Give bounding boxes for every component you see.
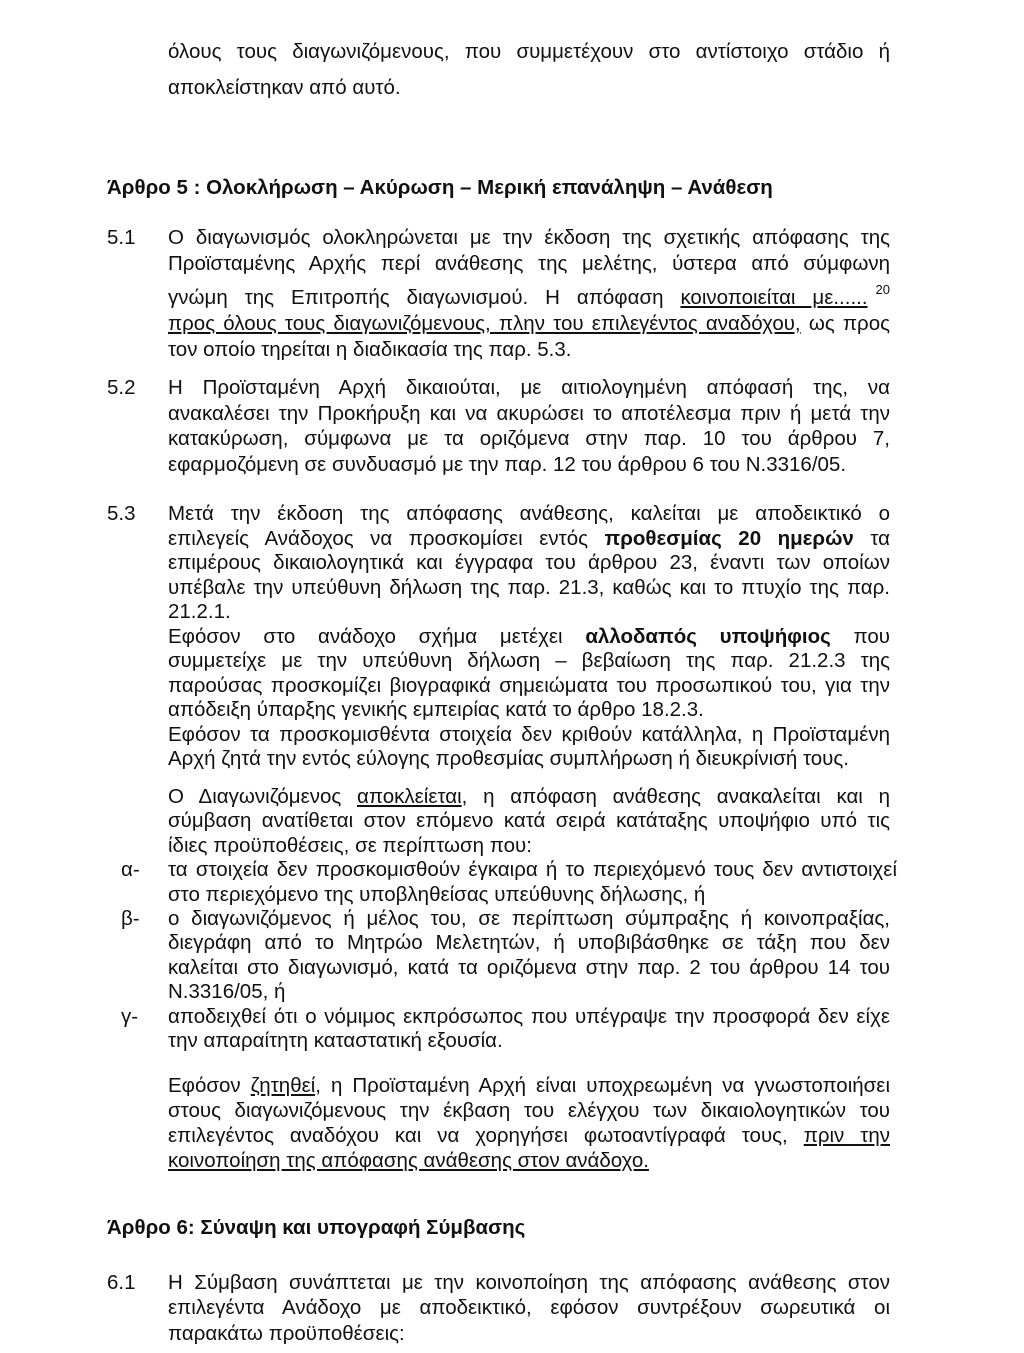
text-line — [168, 834, 890, 858]
text-line — [168, 1321, 890, 1347]
text-line — [168, 452, 890, 478]
line-text — [168, 1074, 890, 1097]
line-text-segment: επιλεγέντος αναδόχου και να χορηγήσει φωτοαντίγραφά τους, — [168, 1123, 804, 1147]
text-line — [168, 70, 890, 106]
text-line — [168, 1073, 890, 1098]
text-line — [168, 1123, 890, 1148]
line-text-segment: Ο Διαγωνιζόμενος — [168, 785, 358, 808]
line-text: σύμβαση ανατίθεται στον επόμενο κατά σειρά κατάταξης υποψήφιο υπό τις — [168, 809, 890, 833]
line-text-segment: η Προϊσταμένη Αρχή είναι υποχρεωμένη να γνωστοποιήσει — [321, 1073, 890, 1097]
line-text: ο διαγωνιζόμενος ή μέλος του, σε περίπτωση σύμπραξης ή κοινοπραξίας, — [168, 907, 890, 931]
text-line — [168, 747, 890, 772]
line-text: κατακύρωση, σύμφωνα με τα οριζόμενα στην παρ. 10 του άρθρου 7, — [168, 427, 890, 451]
paragraph-number: 5.3 — [107, 502, 136, 525]
line-text-segment: , η απόφαση ανάθεσης ανακαλείται και η — [461, 785, 891, 808]
list-item-line — [168, 931, 890, 955]
text-line — [168, 311, 890, 337]
underlined-text: πριν την — [803, 1123, 890, 1147]
line-text-segment: ως προς — [800, 312, 890, 335]
line-text — [168, 625, 890, 648]
line-text-segment: που — [830, 624, 890, 648]
line-text: υπέβαλε την υπεύθυνη δήλωση της παρ. 21.3, καθώς και το πτυχίο της παρ. — [168, 575, 890, 599]
line-text: διεγράφη από το Μητρώο Μελετητών, ή υποβιβάσθηκε σε τάξη που δεν — [168, 931, 890, 955]
line-text — [168, 785, 890, 808]
list-item-line — [168, 956, 890, 980]
line-text-segment: Εφόσον στο ανάδοχο σχήμα μετέχει — [168, 624, 586, 648]
intro-paragraph — [168, 34, 890, 106]
line-text: Μετά την έκδοση της απόφασης ανάθεσης, καλείται με αποδεικτικό ο — [168, 502, 890, 525]
list-item-line — [121, 858, 897, 882]
line-text-segment: τα — [853, 526, 890, 550]
line-text: Εφόσον τα προσκομισθέντα στοιχεία δεν κριθούν κατάλληλα, η Προϊσταμένη — [168, 722, 890, 746]
line-text: Αρχή ζητά την εντός εύλογης προθεσμίας συμπλήρωση ή διευκρίνισή τους. — [168, 747, 849, 770]
line-text: στο περιεχόμενο της υποβληθείσας υπεύθυνης δήλωσης, ή — [168, 882, 706, 906]
text-line — [168, 426, 890, 452]
paragraph-6-1 — [168, 1270, 890, 1347]
text-line — [168, 225, 890, 251]
underlined-text: κοινοποιείται με...... — [680, 286, 868, 309]
paragraph-number: 5.1 — [107, 226, 136, 249]
list-item-line — [121, 1004, 890, 1029]
line-text-segment: επιλεγείς Ανάδοχος να προσκομίσει εντός — [168, 526, 605, 550]
line-text: επιμέρους δικαιολογητικά και έγγραφα του άρθρου 23, έναντι των οποίων — [168, 551, 890, 574]
text-line — [168, 785, 890, 809]
bold-text: προθεσμίας 20 ημερών — [604, 526, 854, 550]
line-text: Η Προϊσταμένη Αρχή δικαιούται, με αιτιολογημένη απόφασή της, να — [168, 376, 890, 399]
paragraph-number: 6.1 — [107, 1270, 136, 1294]
article-5-heading: Άρθρο 5 : Ολοκλήρωση – Ακύρωση – Μερική επανάληψη – Ανάθεση — [107, 176, 773, 199]
line-text — [168, 1124, 890, 1147]
line-text: καλείται στο διαγωνισμό, κατά τα οριζόμενα στην παρ. 2 του άρθρου 14 του — [168, 955, 890, 979]
line-text — [168, 282, 890, 309]
text-line — [168, 674, 890, 699]
text-line — [168, 576, 890, 601]
line-text: την απαραίτητη καταστατική εξουσία. — [168, 1029, 503, 1053]
line-text: στους διαγωνιζόμενους την έκβαση του ελέγχου των δικαιολογητικών του — [168, 1098, 890, 1122]
exclusion-paragraph — [121, 785, 897, 1053]
article-6-heading: Άρθρο 6: Σύναψη και υπογραφή Σύμβασης — [107, 1216, 526, 1239]
text-line — [168, 1148, 890, 1173]
text-line — [168, 723, 890, 748]
underlined-text: κοινοποίηση της απόφασης ανάθεσης στον ανάδοχο. — [168, 1148, 649, 1172]
text-line — [168, 277, 890, 311]
line-text: Ο διαγωνισμός ολοκληρώνεται με την έκδοση της σχετικής απόφασης της — [168, 226, 890, 249]
text-line — [168, 698, 890, 723]
paragraph-5-2 — [168, 375, 890, 478]
underlined-text: ζητηθεί, — [250, 1073, 321, 1097]
text-line — [168, 625, 890, 650]
line-text — [168, 527, 890, 550]
list-label: α- — [121, 858, 140, 882]
line-text: Η Σύμβαση συνάπτεται με την κοινοποίηση της απόφασης ανάθεσης στον — [168, 1270, 890, 1294]
line-text: ίδιες προϋποθέσεις, σε περίπτωση που: — [168, 833, 532, 857]
line-text-segment: Εφόσον — [168, 1073, 251, 1097]
footnote-reference: 20 — [875, 282, 890, 297]
underlined-text: προς όλους τους διαγωνιζόμενους, πλην του επιλεγέντος αναδόχου, — [168, 312, 801, 335]
text-line — [168, 34, 890, 70]
text-line — [168, 1270, 890, 1296]
line-text: παρούσας προσκομίζει βιογραφικά σημειώματα του προσωπικού του, για την — [168, 673, 890, 697]
line-text: αποδειχθεί ότι ο νόμιμος εκπρόσωπος που υπέγραψε την προσφορά δεν είχε — [168, 1004, 890, 1028]
line-text — [168, 312, 890, 335]
list-item-line — [168, 883, 890, 907]
text-line — [168, 527, 890, 552]
text-line — [168, 401, 890, 427]
text-line — [168, 251, 890, 277]
text-line — [168, 375, 890, 401]
text-line — [168, 502, 890, 527]
line-text: εφαρμοζόμενη σε συνδυασμό με την παρ. 12 του άρθρου 6 του Ν.3316/05. — [168, 453, 847, 477]
line-text: Προϊσταμένης Αρχής περί ανάθεσης της μελέτης, ύστερα από σύμφωνη — [168, 252, 890, 275]
line-text: ανακαλέσει την Προκήρυξη και να ακυρώσει το αποτέλεσμα πριν ή μετά την — [168, 401, 890, 425]
line-text: τα στοιχεία δεν προσκομισθούν έγκαιρα ή το περιεχόμενό τους δεν αντιστοιχεί — [168, 858, 897, 882]
paragraph-5-3 — [168, 502, 890, 772]
line-text-segment: γνώμη της Επιτροπής διαγωνισμού. Η απόφαση — [168, 286, 681, 309]
line-text: απόδειξη ύπαρξης γενικής εμπειρίας κατά το άρθρο 18.2.3. — [168, 698, 704, 721]
text-line — [168, 1098, 890, 1123]
paragraph-5-1 — [168, 225, 890, 363]
text-line — [168, 600, 890, 625]
line-text: αποκλείστηκαν από αυτό. — [168, 76, 401, 99]
line-text: Ν.3316/05, ή — [168, 980, 286, 1004]
text-line — [168, 809, 890, 833]
line-text: επιλεγέντα Ανάδοχο με αποδεικτικό, εφόσον συντρέξουν σωρευτικά οι — [168, 1296, 890, 1319]
list-item-line — [168, 980, 890, 1004]
list-label: γ- — [121, 1004, 139, 1028]
text-line — [168, 649, 890, 674]
text-line — [168, 551, 890, 576]
disclosure-paragraph — [168, 1073, 890, 1173]
line-text: 21.2.1. — [168, 600, 231, 623]
text-line — [168, 1295, 890, 1321]
list-item-line — [168, 1029, 890, 1053]
line-text: παρακάτω προϋποθέσεις: — [168, 1321, 405, 1345]
list-label: β- — [121, 907, 140, 931]
line-text: όλους τους διαγωνιζόμενους, που συμμετέχουν στο αντίστοιχο στάδιο ή — [168, 40, 890, 63]
bold-text: αλλοδαπός υποψήφιος — [585, 624, 831, 648]
paragraph-number: 5.2 — [107, 376, 136, 399]
list-item-line — [121, 907, 890, 931]
underlined-text: αποκλείεται — [357, 785, 462, 808]
line-text: συμμετείχε με την υπεύθυνη δήλωση – βεβαίωση της παρ. 21.2.3 της — [168, 649, 890, 672]
text-line — [168, 337, 890, 363]
line-text: τον οποίο τηρείται η διαδικασία της παρ. 5.3. — [168, 338, 572, 361]
